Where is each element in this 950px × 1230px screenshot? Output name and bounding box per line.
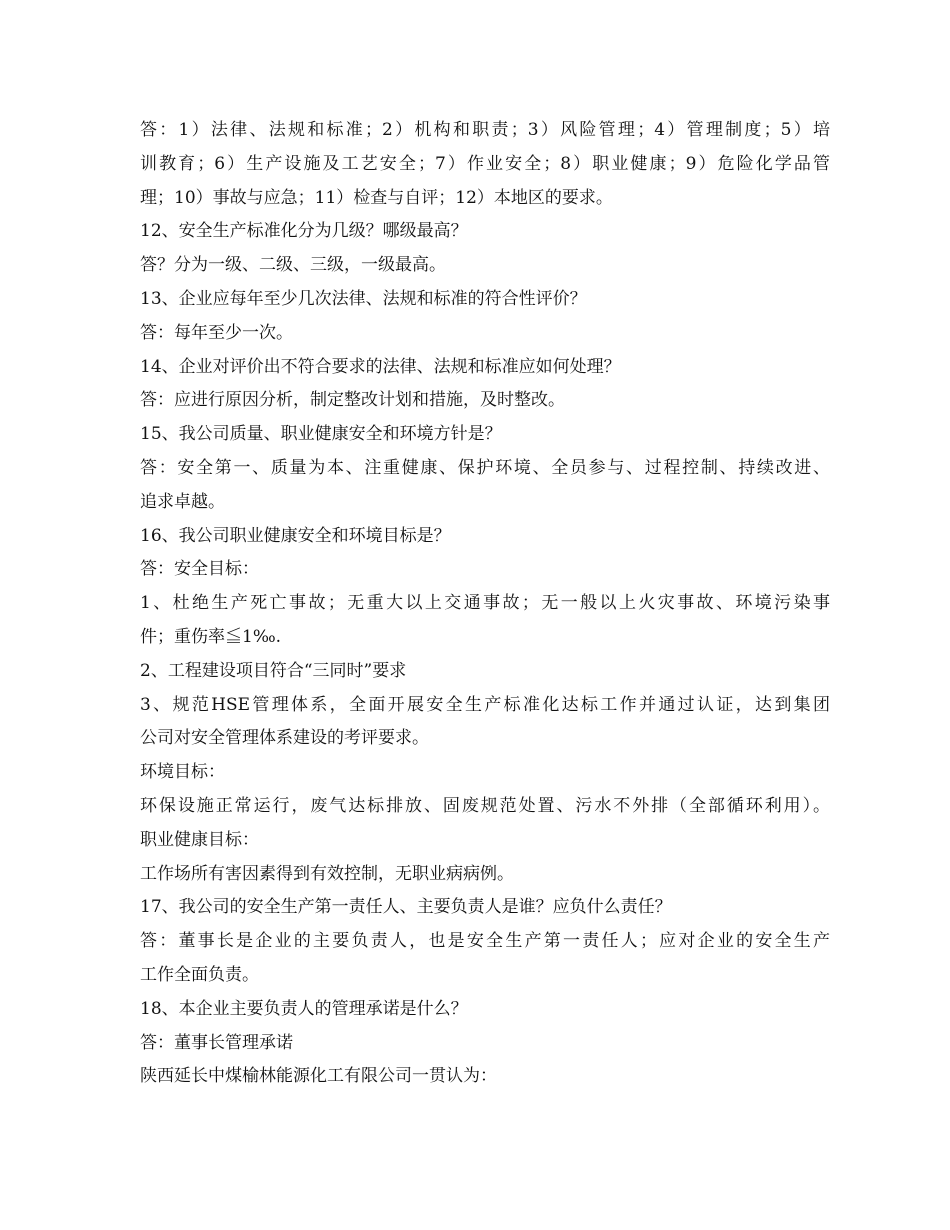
text-line: 2、工程建设项目符合“三同时”要求: [140, 660, 407, 681]
text-line: 18、本企业主要负责人的管理承诺是什么？: [140, 998, 468, 1019]
text-line: 答：安全第一、质量为本、注重健康、保护环境、全员参与、过程控制、持续改进、: [140, 457, 830, 478]
text-line: 环境目标：: [140, 762, 225, 783]
text-line: 追求卓越。: [140, 491, 225, 512]
text-line: 15、我公司质量、职业健康安全和环境方针是？: [140, 424, 502, 445]
text-line: 工作场所有害因素得到有效控制，无职业病病例。: [140, 863, 514, 884]
document-body: [140, 114, 830, 1094]
text-line: 1、杜绝生产死亡事故；无重大以上交通事故；无一般以上火灾事故、环境污染事: [140, 593, 830, 614]
text-line: 陕西延长中煤榆林能源化工有限公司一贯认为：: [140, 1066, 497, 1087]
text-line: 答：1）法律、法规和标准；2）机构和职责；3）风险管理；4）管理制度；5）培: [140, 120, 830, 140]
text-line: 公司对安全管理体系建设的考评要求。: [140, 728, 429, 749]
text-line: 答：董事长管理承诺: [140, 1032, 293, 1053]
text-line: 14、企业对评价出不符合要求的法律、法规和标准应如何处理？: [140, 356, 621, 377]
text-line: 理；10）事故与应急；11）检查与自评；12）本地区的要求。: [140, 187, 613, 208]
text-line: 12、安全生产标准化分为几级？哪级最高？: [140, 221, 468, 242]
text-line: 答：安全目标：: [140, 559, 259, 580]
text-line: 工作全面负责。: [140, 964, 259, 985]
text-line: 答？分为一级、二级、三级，一级最高。: [140, 255, 446, 276]
text-line: 17、我公司的安全生产第一责任人、主要负责人是谁？应负什么责任？: [140, 897, 672, 918]
text-line: 答：董事长是企业的主要负责人，也是安全生产第一责任人；应对企业的安全生产: [140, 931, 830, 952]
text-line: 3、规范HSE管理体系，全面开展安全生产标准化达标工作并通过认证，达到集团: [140, 694, 830, 715]
text-line: 训教育；6）生产设施及工艺安全；7）作业安全；8）职业健康；9）危险化学品管: [140, 153, 830, 174]
text-line: 13、企业应每年至少几次法律、法规和标准的符合性评价？: [140, 288, 587, 309]
text-line: 环保设施正常运行，废气达标排放、固废规范处置、污水不外排（全部循环利用）。: [140, 795, 830, 816]
text-line: 答：应进行原因分析，制定整改计划和措施，及时整改。: [140, 390, 565, 411]
text-line: 件；重伤率≦1‰.: [140, 626, 282, 647]
text-line: 答：每年至少一次。: [140, 322, 293, 343]
text-line: 16、我公司职业健康安全和环境目标是？: [140, 525, 451, 546]
text-line: 职业健康目标：: [140, 829, 259, 850]
